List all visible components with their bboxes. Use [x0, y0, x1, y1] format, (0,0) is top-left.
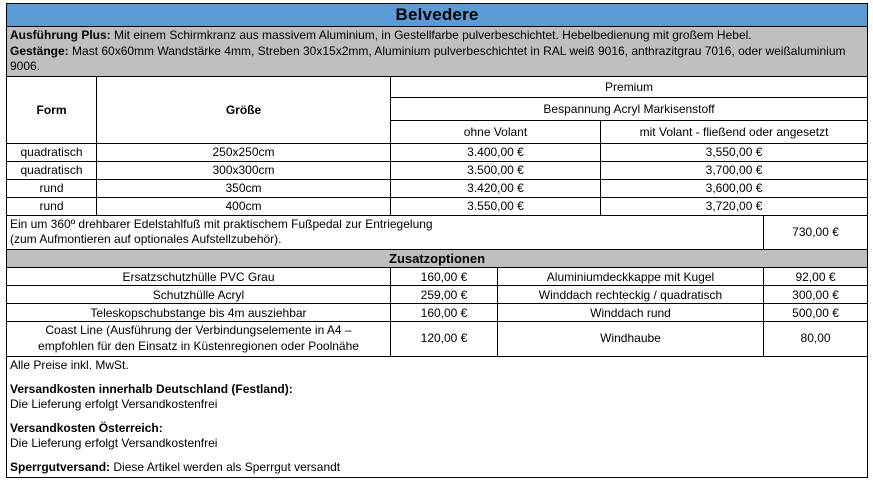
cell-form: rund	[7, 197, 97, 215]
bulky-shipping-note	[10, 460, 864, 475]
options-band-row	[7, 250, 868, 268]
cell-groesse: 400cm	[97, 197, 391, 215]
shipping-at-label: Versandkosten Österreich:	[10, 421, 163, 436]
list-item	[7, 322, 868, 356]
belvedere-price-table	[6, 3, 868, 478]
ausfuehrung-text: Mit einem Schirmkranz aus massivem Aluminium, in Gestellfarbe pulverbeschichtet. Hebelbedienung mit großem Hebel.	[110, 28, 752, 43]
options-section-title: Zusatzoptionen	[7, 250, 868, 268]
table-row	[7, 143, 868, 161]
shipping-de-text: Die Lieferung erfolgt Versandkostenfrei	[10, 397, 218, 412]
column-header-ohne-volant: ohne Volant	[391, 120, 601, 143]
table-row	[7, 197, 868, 215]
vat-note: Alle Preise inkl. MwSt.	[10, 358, 129, 373]
product-description	[7, 27, 868, 77]
column-header-form: Form	[7, 76, 97, 143]
option-right-price: 300,00 €	[764, 286, 868, 304]
shipping-at-text: Die Lieferung erfolgt Versandkostenfrei	[10, 436, 218, 451]
spacer	[10, 412, 864, 421]
option-left-price: 120,00 €	[391, 322, 498, 356]
gestaenge-label: Gestänge:	[10, 43, 69, 58]
spacer	[10, 373, 864, 382]
pedestal-price: 730,00 €	[764, 215, 868, 249]
cell-price-mit-volant: 3,720,00 €	[601, 197, 868, 215]
table-row	[7, 179, 868, 197]
option-left-label: Teleskopschubstange bis 4m ausziehbar	[7, 304, 391, 322]
bulky-text: Diese Artikel werden als Sperrgut versandt	[110, 460, 341, 475]
cell-price-mit-volant: 3,550,00 €	[601, 143, 868, 161]
coast-line-label-2: empfohlen für den Einsatz in Küstenregionen oder Poolnähe	[38, 338, 359, 353]
bulky-label: Sperrgutversand:	[10, 460, 111, 475]
cell-groesse: 300x300cm	[97, 161, 391, 179]
cell-price-ohne-volant: 3.400,00 €	[391, 143, 601, 161]
cell-price-ohne-volant: 3.420,00 €	[391, 179, 601, 197]
column-header-mit-volant: mit Volant - fließend oder angesetzt	[601, 120, 868, 143]
cell-groesse: 350cm	[97, 179, 391, 197]
option-right-price: 92,00 €	[764, 268, 868, 286]
list-item	[7, 268, 868, 286]
shipping-de-label: Versandkosten innerhalb Deutschland (Festland):	[10, 382, 293, 397]
title-row	[7, 4, 868, 27]
option-left-price: 160,00 €	[391, 268, 498, 286]
ausfuehrung-label: Ausführung Plus:	[10, 28, 111, 43]
column-header-premium: Premium	[391, 76, 868, 97]
spacer	[10, 451, 864, 460]
cell-groesse: 250x250cm	[97, 143, 391, 161]
pedestal-row	[7, 215, 868, 249]
shipping-info	[7, 356, 868, 477]
option-left-label	[7, 322, 391, 356]
cell-price-mit-volant: 3,700,00 €	[601, 161, 868, 179]
cell-form: rund	[7, 179, 97, 197]
gestaenge-text: Mast 60x60mm Wandstärke 4mm, Streben 30x15x2mm, Aluminium pulverbeschichtet in RAL weiß 9016, anthrazitgrau 7016, oder weißaluminium 9006.	[10, 43, 846, 74]
option-right-label: Winddach rechteckig / quadratisch	[498, 286, 764, 304]
pedestal-line-1: Ein um 360º drehbarer Edelstahlfuß mit praktischem Fußpedal zur Entriegelung	[10, 216, 433, 231]
option-right-label: Windhaube	[498, 322, 764, 356]
column-header-groesse: Größe	[97, 76, 391, 143]
option-right-label: Winddach rund	[498, 304, 764, 322]
cell-price-ohne-volant: 3.500,00 €	[391, 161, 601, 179]
coast-line-label-1: Coast Line (Ausführung der Verbindungselemente in A4 –	[45, 323, 352, 338]
pedestal-line-2: (zum Aufmontieren auf optionales Aufstellzubehör).	[10, 232, 282, 247]
option-right-label: Aluminiumdeckkappe mit Kugel	[498, 268, 764, 286]
description-row	[7, 27, 868, 77]
table-row	[7, 161, 868, 179]
header-row-premium	[7, 76, 868, 97]
option-left-label: Ersatzschutzhülle PVC Grau	[7, 268, 391, 286]
cell-price-ohne-volant: 3.550,00 €	[391, 197, 601, 215]
option-left-label: Schutzhülle Acryl	[7, 286, 391, 304]
option-right-price: 80,00	[764, 322, 868, 356]
cell-form: quadratisch	[7, 143, 97, 161]
column-header-bespannung: Bespannung Acryl Markisenstoff	[391, 97, 868, 120]
page-title: Belvedere	[7, 4, 868, 27]
pedestal-description	[7, 215, 764, 249]
option-right-price: 500,00 €	[764, 304, 868, 322]
footer-row	[7, 356, 868, 477]
option-left-price: 160,00 €	[391, 304, 498, 322]
cell-form: quadratisch	[7, 161, 97, 179]
list-item	[7, 286, 868, 304]
cell-price-mit-volant: 3,600,00 €	[601, 179, 868, 197]
list-item	[7, 304, 868, 322]
option-left-price: 259,00 €	[391, 286, 498, 304]
